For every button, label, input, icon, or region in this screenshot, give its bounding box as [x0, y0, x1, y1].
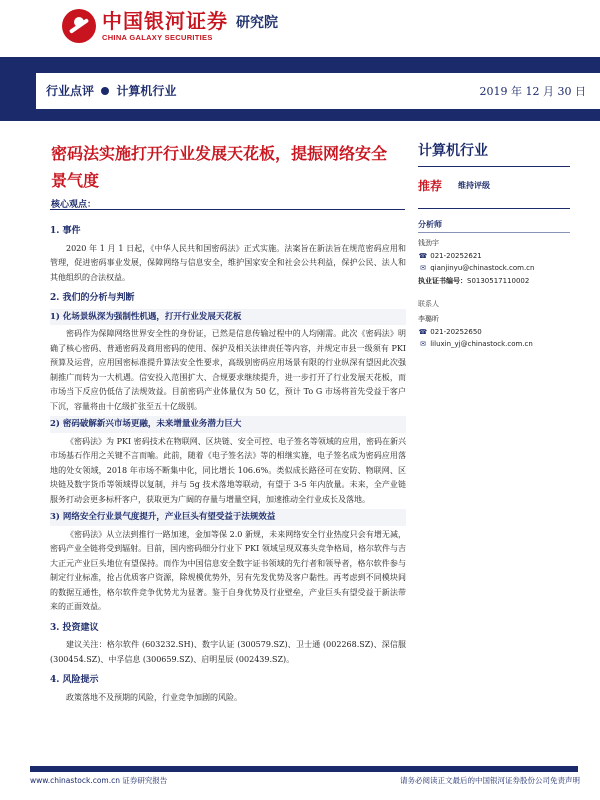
- email-icon: ✉: [420, 264, 426, 272]
- contact-email-row[interactable]: [418, 338, 570, 351]
- section-heading-event: 1. 事件: [50, 226, 81, 236]
- analysis-paragraph-2: 《密码法》为 PKI 密码技术在物联网、区块链、安全可控、电子签名等领域的应用，密码在新兴市场基石作用之关键不言而喻。此前，随着《电子签名法》等的相继实施，电子签名成为密码应用落地的处女领域，2018 年市场不断集中化，同比增长 106.6%。类似成长路径可在安防、物联网、区块链及数字货币等领域得以复制，并与 5g 技术落地等联动，有望于 3-5 年内放量。未来，全产业链服务打动会更多标杆客户，获取更为广阔的存量与增量空间，加速推动全行业成长及落地。: [50, 436, 406, 504]
- analyst-phone-row: [418, 250, 570, 263]
- bullet-dot-icon: [101, 87, 109, 95]
- analysis-subheading-2: 2) 密码破解新兴市场更融，未来增量业务潜力巨大: [50, 416, 406, 433]
- contact-card: [418, 313, 570, 351]
- institute-label: 研究院: [236, 15, 278, 31]
- analyst-email-row[interactable]: [418, 262, 570, 275]
- analyst-license: S0130517110002: [467, 276, 530, 285]
- galaxy-logo-icon: [62, 9, 96, 43]
- contact-email[interactable]: liluxin_yj@chinastock.com.cn: [430, 340, 533, 348]
- brand-name-cn: 中国银河证券: [102, 8, 228, 33]
- report-type: 行业点评: [46, 84, 95, 98]
- footer-disclaimer: 请务必阅读正文最后的中国银河证券股份公司免责声明: [400, 776, 580, 785]
- divider: [50, 209, 405, 210]
- event-paragraph: 2020 年 1 月 1 日起，《中华人民共和国密码法》正式实施。法案旨在新法旨在规范密码应用和管理，促进密码事业发展，保障网络与信息安全，维护国家安全和社会公共利益，保护公民、法人和其他组织的合法权益。: [50, 243, 406, 282]
- footer-bar: [30, 766, 578, 772]
- main-content: [50, 218, 406, 707]
- license-label: 执业证书编号：: [418, 276, 467, 285]
- analyst-email[interactable]: qianjinyu@chinastock.com.cn: [430, 264, 535, 272]
- analysis-subheading-1: 1) 化场景纵深为强制性机遇，打开行业发展天花板: [50, 309, 406, 326]
- brand-name-en: CHINA GALAXY SECURITIES: [102, 32, 213, 42]
- email-icon: ✉: [420, 340, 426, 348]
- core-label: 核心观点：: [51, 200, 97, 210]
- contact-phone: 021-20252650: [430, 327, 482, 336]
- invest-paragraph: 建议关注：格尔软件 (603232.SH)、数字认证 (300579.SZ)、卫士通 (002268.SZ)、深信服 (300454.SZ)、中孚信息 (300659.SZ)、启明星辰 (002439.SZ)。: [50, 640, 406, 664]
- section-heading-analysis: 2. 我们的分析与判断: [50, 293, 135, 303]
- report-date: 2019 年 12 月 30 日: [479, 85, 586, 98]
- section-heading-invest: 3. 投资建议: [50, 622, 99, 633]
- rating-note: 维持评级: [458, 180, 491, 190]
- analyst-name: 钱劲宇: [418, 239, 439, 247]
- phone-icon: ☎: [418, 327, 428, 336]
- phone-icon: ☎: [418, 251, 428, 260]
- contact-heading: 联系人: [418, 300, 439, 308]
- analysis-paragraph-1: 密码作为保障网络世界安全性的身份证，已然是信息传输过程中的人均刚需。此次《密码法》明确了核心密码、普通密码及商用密码的使用、保护及相关法律责任等内容，并规定市县一级须有 PKI 预算及运营，应用国密标准提升算法安全性要求，高级别密码应用场景有限的行业纵深有望因此次强制推广而转为一大机遇。信安投入范围扩大、合规要求继续提升，进一步打开了行业发展天花板，而市场当下反应仍低估了法规效益。目前密码产业体量仅为 50 亿，预计 To G 市场将首先受益于客户下沉，容量将由十亿级扩张至五十亿级别。: [50, 329, 406, 411]
- contact-phone-row: [418, 326, 570, 339]
- report-category: [46, 82, 176, 99]
- analyst-license-row: [418, 275, 570, 288]
- analyst-card: [418, 237, 570, 287]
- analysis-subheading-3: 3) 网络安全行业景气度提升，产业巨头有望受益于法规效益: [50, 509, 406, 526]
- section-heading-risk: 4. 风险提示: [50, 675, 99, 685]
- report-title: 密码法实施打开行业发展天花板，提振网络安全景气度: [51, 144, 388, 190]
- analysis-paragraph-3: 《密码法》从立法到推行一路加速，金加等保 2.0 新规，未来网络安全行业热度只会有增无减，密码产业全链将受到辐射。目前，国内密码细分行业下 PKI 领域呈现双寡头竞争格局，格尔软件与吉大正元产业巨头地位有望保持。而作为中国信息安全数字证书领域的先行者和领导者，格尔软件参与制定行业标准，抢占优质客户资源，除规模优势外，另有先发优势及客户黏性。再考虑到不同模块间的数据互通性，格尔软件竞争优势尤为显著。鉴于自身优势及行业壁垒，产业巨头有望受益于新法带来的正面效益。: [50, 529, 406, 611]
- rating-value: 推荐: [418, 179, 443, 193]
- brand-logo: [62, 6, 278, 46]
- sidebar: [418, 140, 570, 351]
- footer-website[interactable]: www.chinastock.com.cn 证券研究报告: [30, 776, 168, 785]
- risk-paragraph: 政策落地不及预期的风险，行业竞争加剧的风险。: [66, 692, 242, 702]
- sidebar-industry: 计算机行业: [418, 140, 570, 167]
- contact-name: 李璐昕: [418, 315, 439, 323]
- rating-row: [418, 177, 570, 209]
- report-industry: 计算机行业: [116, 84, 177, 98]
- analyst-heading: 分析师: [418, 219, 570, 233]
- analyst-phone: 021-20252621: [430, 251, 482, 260]
